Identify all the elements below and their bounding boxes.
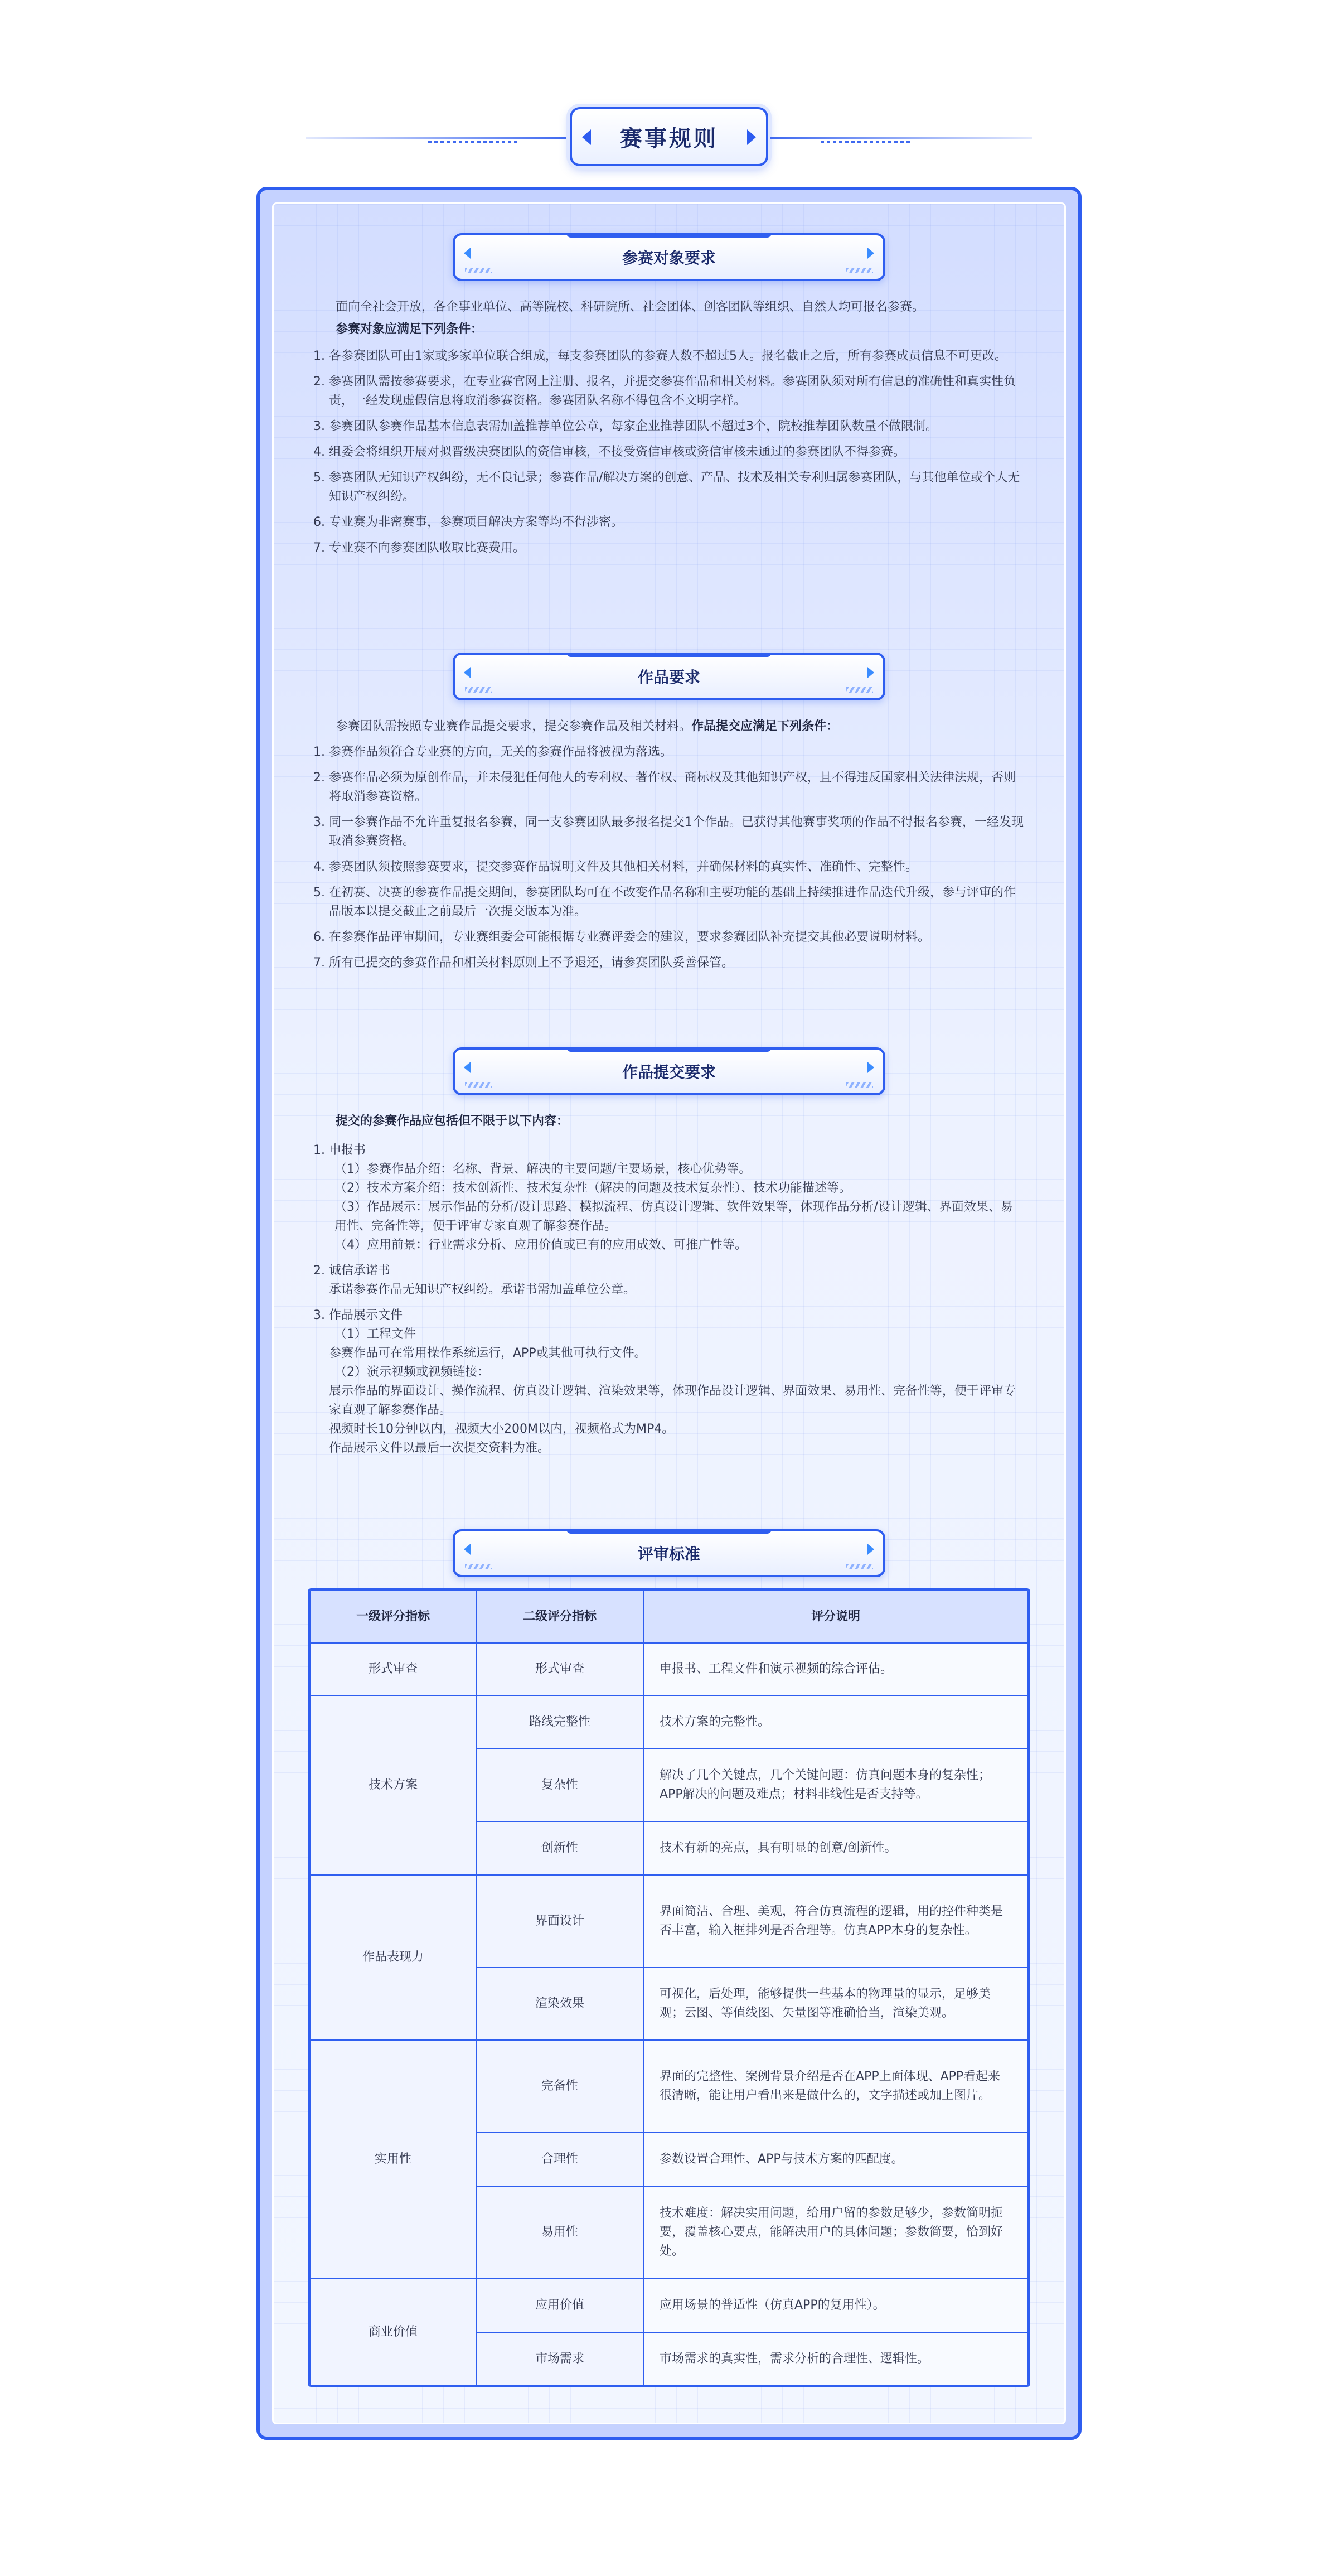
list-item: 7. 专业赛不向参赛团队收取比赛费用。	[313, 541, 526, 555]
list-item: 1. 各参赛团队可由1家或多家单位联合组成，每支参赛团队的参赛人数不超过5人。报名截止之后，所有参赛成员信息不可更改。	[313, 349, 1007, 363]
arrow-right-icon	[747, 129, 756, 145]
page-title-badge	[570, 107, 768, 166]
description-cell: 应用场景的普适性（仿真APP的复用性）。	[643, 2279, 1028, 2332]
level2-cell: 创新性	[476, 1821, 643, 1875]
arrow-right-icon	[867, 1544, 874, 1555]
level2-cell: 市场需求	[476, 2332, 643, 2386]
description-cell: 申报书、工程文件和演示视频的综合评估。	[643, 1643, 1028, 1695]
description-cell: 解决了几个关键点，几个关键问题：仿真问题本身的复杂性；APP解决的问题及难点；材料非线性是否支持等。	[643, 1749, 1028, 1821]
submission-content	[313, 1112, 1025, 1465]
description-cell: 技术难度：解决实用问题，给用户留的参数足够少，参数简明扼要，覆盖核心要点，能解决用户的具体问题；参数简要，恰到好处。	[643, 2186, 1028, 2279]
page-title: 赛事规则	[620, 125, 718, 152]
description-cell: 市场需求的真实性，需求分析的合理性、逻辑性。	[643, 2332, 1028, 2386]
table-row	[310, 1643, 1028, 1695]
table-row	[310, 1875, 1028, 1968]
stripe-decoration	[465, 268, 492, 273]
list-item: 5. 在初赛、决赛的参赛作品提交期间，参赛团队均可在不改变作品名称和主要功能的基础上持续推进作品迭代升级，参与评审的作品版本以提交截止之前最后一次提交版本为准。	[313, 886, 1016, 919]
works-intro	[313, 717, 1025, 736]
list-item: 4. 参赛团队须按照参赛要求，提交参赛作品说明文件及其他相关材料，并确保材料的真实性、准确性、完整性。	[313, 860, 918, 874]
description-cell: 技术方案的完整性。	[643, 1695, 1028, 1749]
stripe-decoration	[465, 1564, 492, 1569]
works-intro-text: 参赛团队需按照专业赛作品提交要求，提交参赛作品及相关材料。	[336, 719, 692, 733]
list-item: 3. 同一参赛作品不允许重复报名参赛，同一支参赛团队最多报名提交1个作品。已获得其他赛事奖项的作品不得报名参赛，一经发现取消参赛资格。	[313, 815, 1024, 848]
arrow-right-icon	[867, 667, 874, 678]
section-heading-works	[453, 653, 885, 700]
stripe-decoration	[846, 687, 873, 693]
list-item: 7. 所有已提交的参赛作品和相关材料原则上不予退还，请参赛团队妥善保管。	[313, 956, 734, 970]
table-row	[310, 2040, 1028, 2133]
description-cell: 可视化，后处理，能够提供一些基本的物理量的显示，足够美观；云图、等值线图、矢量图等准确恰当，渲染美观。	[643, 1968, 1028, 2040]
participants-intro: 面向全社会开放，各企事业单位、高等院校、科研院所、社会团体、创客团队等组织、自然人均可报名参赛。	[336, 300, 925, 314]
list-item: 1. 参赛作品须符合专业赛的方向，无关的参赛作品将被视为落选。	[313, 745, 673, 759]
title-decoration-right	[770, 134, 1032, 142]
level2-cell: 完备性	[476, 2040, 643, 2133]
section-heading-participants	[453, 233, 885, 281]
list-item: 6. 专业赛为非密赛事，参赛项目解决方案等均不得涉密。	[313, 515, 624, 529]
level2-cell: 应用价值	[476, 2279, 643, 2332]
list-item-title: 申报书	[329, 1143, 366, 1157]
stripe-decoration	[846, 1082, 873, 1088]
list-item: 2. 参赛作品必须为原创作品，并未侵犯任何他人的专利权、著作权、商标权及其他知识产权，且不得违反国家相关法律法规，否则将取消参赛资格。	[313, 771, 1016, 804]
column-header: 一级评分指标	[310, 1591, 476, 1643]
table-row	[310, 2279, 1028, 2332]
description-cell: 技术有新的亮点，具有明显的创意/创新性。	[643, 1821, 1028, 1875]
level1-cell: 形式审查	[310, 1643, 476, 1695]
stripe-decoration	[846, 268, 873, 273]
level2-cell: 易用性	[476, 2186, 643, 2279]
list-item: 6. 在参赛作品评审期间，专业赛组委会可能根据专业赛评委会的建议，要求参赛团队补充提交其他必要说明材料。	[313, 930, 930, 944]
criteria-table	[308, 1588, 1030, 2387]
level2-cell: 界面设计	[476, 1875, 643, 1968]
description-cell: 界面的完整性、案例背景介绍是否在APP上面体现、APP看起来很清晰，能让用户看出来是做什么的，文字描述或加上图片。	[643, 2040, 1028, 2133]
list-item: 1. 申报书 （1）参赛作品介绍：名称、背景、解决的主要问题/主要场景，核心优势等。 （2）技术方案介绍：技术创新性、技术复杂性（解决的问题及技术复杂性）、技术功能描述等。 （3）作品展示：展示作品的分析/设计思路、模拟流程、仿真设计逻辑、软件效果等，体现作品分析/设计逻辑、界面效果、易用性、完备性等，便于评审专家直观了解参赛作品。 （4）应用前景：行业需求分析、应用价值或已有的应用成效、可推广性等。	[313, 1141, 1025, 1255]
level1-cell: 作品表现力	[310, 1875, 476, 2040]
section-title: 作品提交要求	[622, 1063, 716, 1081]
arrow-left-icon	[464, 1062, 471, 1073]
arrow-right-icon	[867, 1062, 874, 1073]
arrow-left-icon	[582, 129, 591, 145]
section-heading-criteria	[453, 1529, 885, 1577]
level2-cell: 渲染效果	[476, 1968, 643, 2040]
section-title: 评审标准	[637, 1545, 700, 1563]
arrow-left-icon	[464, 1544, 471, 1555]
list-item: 4. 组委会将组织开展对拟晋级决赛团队的资信审核，不接受资信审核或资信审核未通过的参赛团队不得参赛。	[313, 445, 906, 459]
list-item-title: 诚信承诺书	[329, 1264, 391, 1278]
level2-cell: 路线完整性	[476, 1695, 643, 1749]
level1-cell: 实用性	[310, 2040, 476, 2279]
submission-intro: 提交的参赛作品应包括但不限于以下内容：	[336, 1114, 569, 1128]
list-item: 2. 诚信承诺书 承诺参赛作品无知识产权纠纷。承诺书需加盖单位公章。	[313, 1262, 1025, 1299]
table-header-row	[310, 1591, 1028, 1643]
participants-content	[313, 298, 1025, 564]
list-item: 2. 参赛团队需按参赛要求，在专业赛官网上注册、报名，并提交参赛作品和相关材料。参赛团队须对所有信息的准确性和真实性负责，一经发现虚假信息将取消参赛资格。参赛团队名称不得包含不文明字样。	[313, 375, 1016, 408]
arrow-right-icon	[867, 248, 874, 259]
stripe-decoration	[465, 687, 492, 693]
column-header: 二级评分指标	[476, 1591, 643, 1643]
section-heading-submission	[453, 1047, 885, 1095]
arrow-left-icon	[464, 248, 471, 259]
list-item-title: 作品展示文件	[329, 1308, 403, 1322]
level1-cell: 技术方案	[310, 1695, 476, 1875]
description-cell: 界面简洁、合理、美观，符合仿真流程的逻辑，用的控件种类是否丰富，输入框排列是否合理等。仿真APP本身的复杂性。	[643, 1875, 1028, 1968]
level1-cell: 商业价值	[310, 2279, 476, 2386]
stripe-decoration	[465, 1082, 492, 1088]
works-content	[313, 717, 1025, 979]
section-title: 作品要求	[637, 668, 700, 687]
stripe-decoration	[846, 1564, 873, 1569]
column-header: 评分说明	[643, 1591, 1028, 1643]
list-item: 5. 参赛团队无知识产权纠纷，无不良记录；参赛作品/解决方案的创意、产品、技术及相关专利归属参赛团队，与其他单位或个人无知识产权纠纷。	[313, 471, 1020, 504]
criteria-table-grid	[309, 1590, 1029, 2386]
table-row	[310, 1695, 1028, 1749]
level2-cell: 形式审查	[476, 1643, 643, 1695]
arrow-left-icon	[464, 667, 471, 678]
section-title: 参赛对象要求	[622, 249, 716, 267]
title-decoration-left	[306, 134, 568, 142]
list-item: 3. 作品展示文件 （1）工程文件 参赛作品可在常用操作系统运行，APP或其他可执行文件。 （2）演示视频或视频链接： 展示作品的界面设计、操作流程、仿真设计逻辑、渲染效果等，体现作品设计逻辑、界面效果、易用性、完备性等，便于评审专家直观了解参赛作品。 视频时长10分钟以内，视频大小200M以内，视频格式为MP4。 作品展示文件以最后一次提交资料为准。	[313, 1306, 1025, 1458]
page-title-banner	[0, 100, 1338, 173]
description-cell: 参数设置合理性、APP与技术方案的匹配度。	[643, 2133, 1028, 2186]
level2-cell: 复杂性	[476, 1749, 643, 1821]
list-item: 3. 参赛团队参赛作品基本信息表需加盖推荐单位公章，每家企业推荐团队不超过3个，院校推荐团队数量不做限制。	[313, 419, 938, 433]
level2-cell: 合理性	[476, 2133, 643, 2186]
participants-conditions-title: 参赛对象应满足下列条件：	[336, 322, 483, 336]
works-intro-bold: 作品提交应满足下列条件：	[691, 719, 839, 733]
